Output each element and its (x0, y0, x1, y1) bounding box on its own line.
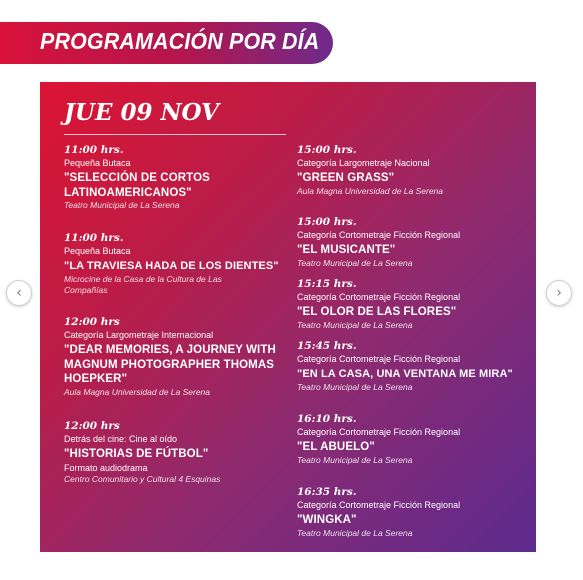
event-title: "LA TRAVIESA HADA DE LOS DIENTES" (64, 260, 279, 272)
event-title: "EL ABUELO" (297, 441, 375, 453)
event-item (297, 413, 527, 466)
event-item (64, 232, 279, 296)
event-category: Categoría Largometraje Nacional (297, 158, 430, 168)
event-time: 15:00 hrs. (297, 144, 357, 156)
event-category: Categoría Cortometraje Ficción Regional (297, 292, 461, 302)
event-category: Pequeña Butaca (64, 158, 131, 168)
event-venue: Microcine de la Casa de la Cultura de Las Compañías (64, 273, 222, 295)
event-venue: Teatro Municipal de La Serena (297, 257, 413, 268)
event-title: "DEAR MEMORIES, A JOURNEY WITH MAGNUM PHOTOGRAPHER THOMAS HOEPKER" (64, 344, 276, 385)
event-time: 16:10 hrs. (297, 413, 357, 425)
event-venue: Teatro Municipal de La Serena (297, 381, 413, 392)
event-item (297, 144, 527, 197)
event-title: "HISTORIAS DE FÚTBOL" (64, 448, 209, 460)
event-venue: Teatro Municipal de La Serena (297, 454, 413, 465)
event-format: Formato audiodrama (64, 462, 148, 473)
event-item (64, 420, 279, 485)
event-item (297, 216, 527, 269)
event-time: 15:45 hrs. (297, 340, 357, 352)
event-title: "EL OLOR DE LAS FLORES" (297, 306, 457, 318)
event-item (297, 278, 527, 331)
event-item (64, 316, 279, 398)
event-venue: Teatro Municipal de La Serena (64, 200, 180, 210)
event-title: "EL MUSICANTE" (297, 244, 396, 256)
day-divider (64, 134, 286, 135)
event-venue: Aula Magna Universidad de La Serena (297, 185, 444, 196)
event-title: "EN LA CASA, UNA VENTANA ME MIRA" (297, 368, 513, 380)
event-category: Pequeña Butaca (64, 246, 131, 256)
event-venue: Teatro Municipal de La Serena (297, 319, 413, 330)
event-venue: Teatro Municipal de La Serena (297, 527, 413, 538)
event-category: Categoría Cortometraje Ficción Regional (297, 500, 461, 510)
event-category: Categoría Largometraje Internacional (64, 330, 214, 340)
event-time: 11:00 hrs. (64, 144, 124, 156)
schedule-poster (40, 82, 536, 552)
event-time: 11:00 hrs. (64, 232, 124, 244)
event-time: 12:00 hrs (64, 316, 120, 328)
carousel-next-button[interactable] (546, 280, 572, 306)
event-item (297, 340, 531, 393)
day-title: JUE 09 NOV (64, 99, 219, 126)
event-venue: Aula Magna Universidad de La Serena (64, 386, 211, 397)
event-time: 15:00 hrs. (297, 216, 357, 228)
event-category: Categoría Cortometraje Ficción Regional (297, 427, 461, 437)
chevron-left-icon: ‹ (16, 285, 22, 301)
chevron-right-icon: › (556, 285, 562, 301)
event-category: Categoría Cortometraje Ficción Regional (297, 354, 461, 364)
event-time: 16:35 hrs. (297, 486, 357, 498)
event-title: "WINGKA" (297, 514, 357, 526)
event-time: 12:00 hrs (64, 420, 120, 432)
carousel-prev-button[interactable] (6, 280, 32, 306)
page-title: PROGRAMACIÓN POR DÍA (40, 28, 320, 54)
event-category: Categoría Cortometraje Ficción Regional (297, 230, 461, 240)
event-item (297, 486, 527, 539)
event-item (64, 144, 279, 211)
event-venue: Centro Comunitario y Cultural 4 Esquinas (64, 473, 221, 484)
header-banner (0, 22, 333, 64)
event-title: "GREEN GRASS" (297, 172, 395, 184)
event-time: 15:15 hrs. (297, 278, 357, 290)
event-category: Detrás del cine: Cine al oído (64, 434, 178, 444)
event-title: "SELECCIÓN DE CORTOS LATINOAMERICANOS" (64, 172, 210, 199)
